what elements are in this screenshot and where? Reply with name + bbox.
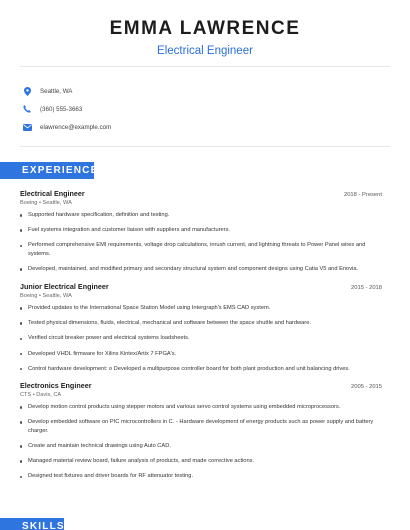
section-skills-heading: SKILLS: [0, 518, 64, 530]
section-experience-heading: EXPERIENCE: [0, 162, 94, 179]
job-bullets: [20, 403, 382, 481]
location-pin-icon: [22, 86, 32, 96]
job-company: Boeing: [20, 293, 38, 299]
contact-divider: [20, 146, 390, 147]
list-item: Developed, maintained, and modified primary and secondary structural system and component designs using Catia V5 and Enovia.: [20, 265, 382, 274]
job-company-location: Boeing • Seattle, WA: [20, 200, 72, 206]
job-location: Seattle, WA: [42, 200, 72, 206]
job-company-location: Boeing • Seattle, WA: [20, 293, 72, 299]
job-title: Electronics Engineer: [20, 381, 92, 390]
candidate-role: Electrical Engineer: [157, 45, 253, 57]
header-divider: [20, 66, 390, 67]
list-item: Fuel systems integration and customer liaison with suppliers and manufacturers.: [20, 226, 382, 235]
job-bullets: [20, 211, 382, 274]
resume-header: [0, 0, 410, 58]
job-title: Electrical Engineer: [20, 189, 85, 198]
contact-email-text[interactable]: elawrence@example.com: [40, 123, 112, 131]
job-entry: [20, 189, 382, 280]
contact-location: [22, 82, 111, 100]
job-company-location: CTS • Davis, CA: [20, 392, 62, 398]
job-company: Boeing: [20, 200, 38, 206]
job-location: Seattle, WA: [42, 293, 72, 299]
list-item: Tested physical dimensions, fluids, electrical, mechanical and software between the space shuttle and hardware.: [20, 319, 382, 328]
job-entry: [20, 381, 382, 488]
email-icon: [22, 122, 32, 132]
contact-list: [22, 82, 111, 136]
job-dates: 2018 - Present: [343, 192, 382, 198]
job-bullets: [20, 304, 382, 373]
list-item: Verified circuit breaker power and electrical systems loadsheets.: [20, 334, 382, 343]
job-company: CTS: [20, 392, 32, 398]
contact-phone-text: (360) 555-3663: [40, 105, 83, 113]
list-item: Managed material review board, failure analysis of products, and made corrective actions.: [20, 457, 382, 466]
list-item: Control hardware development: o Developed a multipurpose controller board for both plant production and unit balancing drives.: [20, 365, 382, 374]
list-item: Develop embedded software on PIC microcontrollers in C. - Hardware development of energy products such as power supply and battery charger.: [20, 418, 382, 435]
candidate-name: EMMA LAWRENCE: [109, 18, 301, 39]
job-entry: [20, 282, 382, 380]
phone-icon: [22, 104, 32, 114]
list-item: Develop motion control products using stepper motors and various servo control systems using embedded microprocessors.: [20, 403, 382, 412]
list-item: Performed comprehensive EMI requirements, voltage drop calculations, inrush current, and lightning threats to Power Panel wires and systems.: [20, 241, 382, 258]
job-title: Junior Electrical Engineer: [20, 282, 109, 291]
list-item: Developed VHDL firmware for Xilinx Kintex/Artix 7 FPGA's.: [20, 350, 382, 359]
list-item: Supported hardware specification, definition and testing.: [20, 211, 382, 220]
job-dates: 2015 - 2018: [351, 285, 382, 291]
contact-phone: [22, 100, 111, 118]
list-item: Provided updates to the International Space Station Model using Intergraph's EMS CAD system.: [20, 304, 382, 313]
list-item: Designed test fixtures and driver boards for RF attenuator testing.: [20, 472, 382, 481]
job-location: Davis, CA: [36, 392, 62, 398]
contact-email: [22, 118, 111, 136]
contact-location-text: Seattle, WA: [40, 87, 73, 95]
list-item: Create and maintain technical drawings using Auto CAD.: [20, 442, 382, 451]
job-dates: 2005 - 2015: [351, 384, 382, 390]
